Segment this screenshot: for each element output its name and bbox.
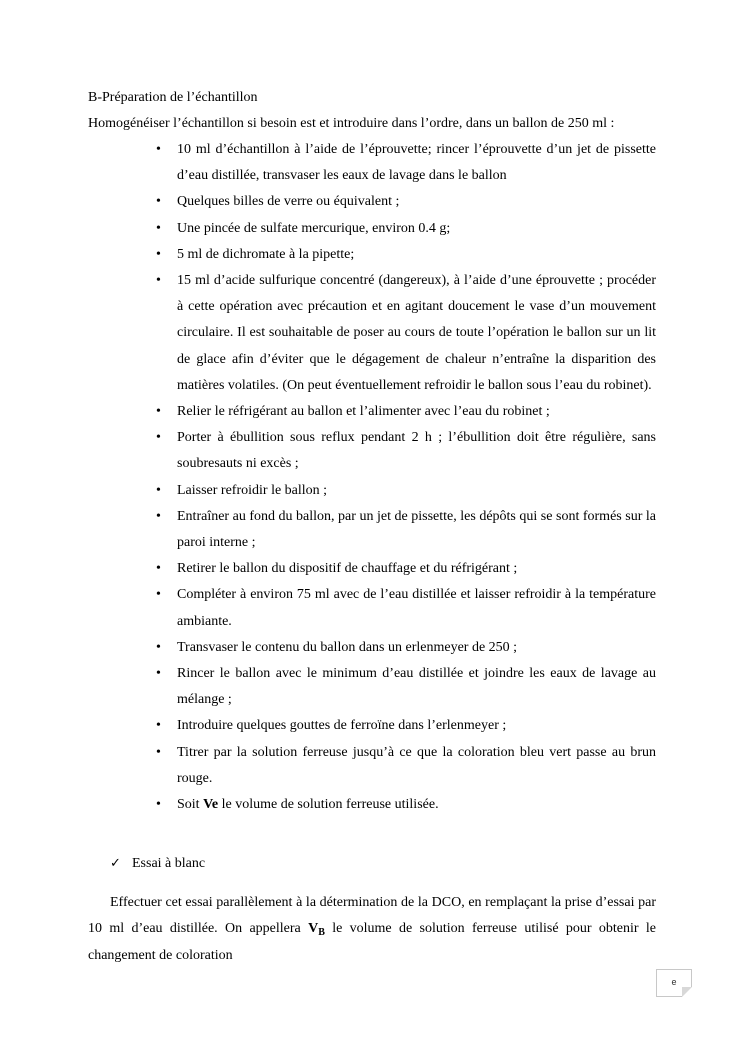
list-item: • Entraîner au fond du ballon, par un jet de pissette, les dépôts qui se sont formés sur la paroi interne ;	[177, 504, 656, 556]
procedure-list	[177, 137, 656, 818]
page-marker: e	[671, 977, 677, 987]
list-item: • Laisser refroidir le ballon ;	[177, 478, 656, 504]
checkmark-icon: ✓	[110, 856, 121, 871]
list-item: • Introduire quelques gouttes de ferroïne dans l’erlenmeyer ;	[177, 713, 656, 739]
list-item: • 15 ml d’acide sulfurique concentré (dangereux), à l’aide d’une éprouvette ; procéder à cette opération avec précaution et en agitant doucement le vase d’un mouvement circulaire. Il est souhaitable de poser au cours de toute l’opération le ballon sur un lit de glace afin d’éviter que le dégagement de chaleur n’entraîne la disparition des matières volatiles. (On peut éventuellement refroidir le ballon sous l’eau du robinet).	[177, 268, 656, 399]
section-heading: B-Préparation de l’échantillon	[88, 90, 258, 105]
list-item: • Titrer par la solution ferreuse jusqu’à ce que la coloration bleu vert passe au brun rouge.	[177, 740, 656, 792]
list-item: • Une pincée de sulfate mercurique, environ 0.4 g;	[177, 216, 656, 242]
blank-test-paragraph	[88, 890, 656, 969]
vb-main: V	[308, 921, 319, 937]
folded-corner-icon	[682, 987, 692, 997]
blank-test-title: Essai à blanc	[132, 856, 206, 871]
blank-test-text-1: Effectuer cet essai parallèlement à la détermination de la DCO, en remplaçant la prise d’essai par 10 ml d’eau distillée. On appellera	[88, 895, 656, 937]
last-step-prefix: Soit	[177, 797, 204, 813]
last-step-suffix: le volume de solution ferreuse utilisée.	[218, 797, 439, 813]
list-item-last	[177, 792, 656, 818]
list-item: • Quelques billes de verre ou équivalent ;	[177, 189, 656, 215]
list-item: • 10 ml d’échantillon à l’aide de l’éprouvette; rincer l’éprouvette d’un jet de pissette d’eau distillée, transvaser les eaux de lavage dans le ballon	[177, 137, 656, 189]
list-item: • Relier le réfrigérant au ballon et l’alimenter avec l’eau du robinet ;	[177, 399, 656, 425]
list-item: • Retirer le ballon du dispositif de chauffage et du réfrigérant ;	[177, 556, 656, 582]
page-number-box	[656, 969, 692, 997]
list-item: • Rincer le ballon avec le minimum d’eau distillée et joindre les eaux de lavage au mélange ;	[177, 661, 656, 713]
ve-symbol: Ve	[203, 797, 219, 813]
intro-paragraph: Homogénéiser l’échantillon si besoin est et introduire dans l’ordre, dans un ballon de 250 ml :	[88, 116, 615, 131]
list-item: • 5 ml de dichromate à la pipette;	[177, 242, 656, 268]
list-item: • Compléter à environ 75 ml avec de l’eau distillée et laisser refroidir à la température ambiante.	[177, 582, 656, 634]
list-item: • Porter à ébullition sous reflux pendant 2 h ; l’ébullition doit être régulière, sans soubresauts ni excès ;	[177, 425, 656, 477]
vb-subscript: B	[318, 927, 325, 939]
vb-symbol	[308, 921, 325, 939]
list-item: • Transvaser le contenu du ballon dans un erlenmeyer de 250 ;	[177, 635, 656, 661]
blank-test-heading	[110, 851, 205, 877]
blank-test-text-2: le volume de solution ferreuse utilisé pour obtenir le changement de coloration	[88, 921, 656, 963]
